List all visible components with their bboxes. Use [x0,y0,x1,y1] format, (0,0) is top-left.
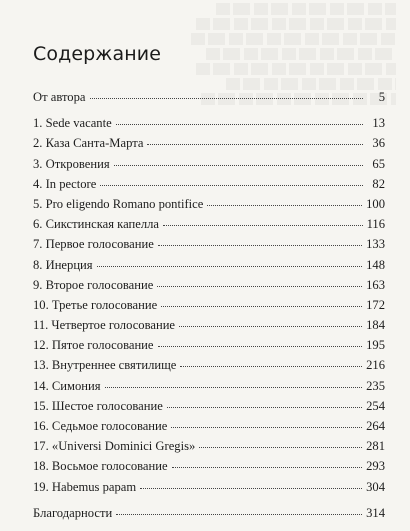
toc-entry-label: 11. Четвертое голосование [33,318,176,333]
toc-entry-page: 314 [366,505,385,520]
dot-leader [179,316,362,329]
toc-entry-page: 36 [372,136,385,151]
toc-entry [33,88,385,108]
dot-leader [171,417,362,430]
dot-leader [157,276,362,289]
toc-entry [33,457,385,477]
toc-entry [33,397,385,417]
toc-entry [33,235,385,255]
dot-leader [90,88,364,101]
toc-entry-page: 184 [366,318,385,333]
toc-entry-label: 9. Второе голосование [33,277,154,292]
toc-entry [33,316,385,336]
toc-entry-label: 13. Внутреннее святилище [33,358,177,373]
dot-leader [105,377,363,390]
dot-leader [158,336,363,349]
toc-entry-label: 4. In pectore [33,176,97,191]
toc-chapter-list [33,114,385,498]
dot-leader [161,296,362,309]
toc-entry-label: 15. Шестое голосование [33,398,163,413]
toc-entry-label: От автора [33,90,86,104]
toc-entry-page: 65 [372,156,385,171]
toc-entry-label: 14. Симония [33,378,101,393]
toc-entry-page: 235 [366,378,385,393]
toc-entry-page: 148 [366,257,385,272]
toc-entry [33,437,385,457]
dot-leader [97,256,363,269]
toc-entry [33,478,385,498]
toc-entry-label: 16. Седьмое голосование [33,419,168,433]
dot-leader [100,175,363,188]
toc-entry-page: 172 [366,297,385,312]
toc-entry-label: 19. Habemus papam [33,479,137,494]
dot-leader [114,155,363,168]
toc-entry-page: 100 [366,196,385,211]
toc-entry-label: 1. Sede vacante [33,116,112,131]
toc-entry [33,215,385,235]
toc-entry [33,195,385,215]
toc-entry-page: 82 [372,176,385,191]
toc-entry-page: 293 [366,459,385,474]
toc-entry [33,175,385,195]
toc-entry [33,155,385,175]
dot-leader [199,437,362,450]
toc-entry-label: 10. Третье голосование [33,297,158,312]
toc-entry [33,256,385,276]
toc-entry-page: 216 [366,358,385,373]
page-title: Содержание [33,43,161,65]
toc-entry-page: 304 [366,479,385,494]
toc-entry-label: 17. «Universi Dominici Gregis» [33,439,196,454]
dot-leader [167,397,362,410]
dot-leader [158,235,362,248]
toc-entry-label: 18. Восьмое голосование [33,459,168,474]
toc-entry-page: 5 [378,90,385,104]
dot-leader [207,195,362,208]
toc-entry-page: 163 [366,277,385,292]
toc-entry-label: Благодарности [33,505,113,520]
toc-entry-label: 3. Откровения [33,156,110,171]
toc-entry [33,356,385,376]
toc-entry-label: 6. Сикстинская капелла [33,217,159,232]
toc-entry [33,114,385,134]
toc-entry-page: 254 [366,398,385,413]
toc-entry-label: 5. Pro eligendo Romano pontifice [33,196,204,211]
toc-entry-label: 7. Первое голосование [33,237,154,252]
toc-entry [33,504,385,524]
dot-leader [116,114,363,127]
toc-entry-page: 281 [366,439,385,454]
toc-entry [33,276,385,296]
table-of-contents [33,88,385,524]
dot-leader [172,457,363,470]
toc-entry-page: 264 [366,419,385,433]
toc-entry [33,134,385,154]
dot-leader [116,504,362,517]
toc-entry-page: 13 [372,116,385,131]
dot-leader [140,478,362,491]
dot-leader [163,215,363,228]
toc-entry-page: 133 [366,237,385,252]
toc-entry-label: 2. Каза Санта-Марта [33,136,144,151]
toc-entry-label: 12. Пятое голосование [33,338,154,353]
toc-entry [33,377,385,397]
toc-entry [33,336,385,356]
dot-leader [180,356,362,369]
toc-entry [33,296,385,316]
toc-entry-page: 195 [366,338,385,353]
dot-leader [147,134,363,147]
toc-entry-label: 8. Инерция [33,257,93,272]
toc-entry-page: 116 [366,217,385,232]
toc-entry [33,417,385,437]
